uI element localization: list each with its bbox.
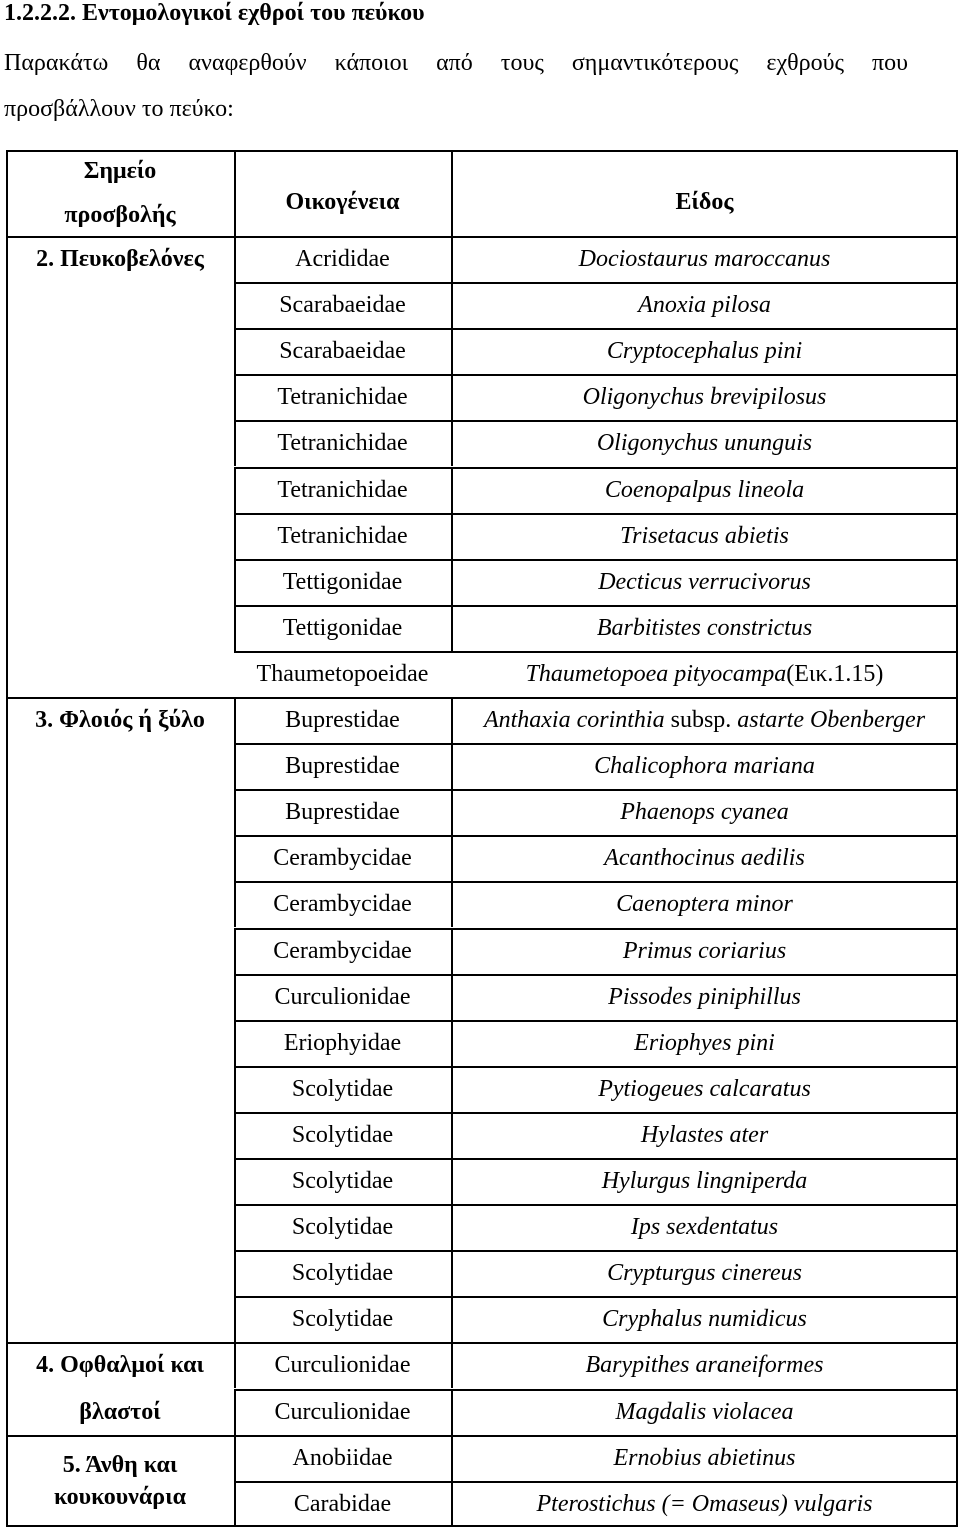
species-suffix: (Εικ.1.15) xyxy=(786,660,884,687)
column-divider xyxy=(451,1020,453,1066)
family-cell: Anobiidae xyxy=(292,1444,393,1471)
header-divider-1 xyxy=(234,150,236,236)
column-divider xyxy=(234,697,236,743)
header-point xyxy=(6,150,234,236)
species-cell xyxy=(451,420,958,466)
family-cell: Cerambycidae xyxy=(273,845,412,872)
species-name: Pissodes piniphillus xyxy=(608,983,801,1010)
family-cell: Tetranichidae xyxy=(277,384,408,411)
row-separator xyxy=(234,420,958,422)
species-cell xyxy=(451,374,958,420)
column-divider xyxy=(234,1389,236,1435)
column-divider xyxy=(234,928,236,974)
column-divider xyxy=(234,374,236,420)
section-separator xyxy=(6,1435,234,1437)
table-left-border xyxy=(6,150,8,1527)
species-name: Cryptocephalus pini xyxy=(606,338,803,365)
row-separator xyxy=(234,1066,958,1068)
species-cell xyxy=(451,236,958,282)
header-point-line-1: Σημείο xyxy=(83,158,157,184)
family-cell: Curculionidae xyxy=(274,1352,411,1379)
intro-line-2: προσβάλλουν το πεύκο: xyxy=(4,96,234,122)
table-bottom-border xyxy=(6,1525,958,1527)
species-cell xyxy=(451,605,958,651)
species-name: Pterostichus (= Omaseus) vulgaris xyxy=(536,1490,873,1517)
family-cell: Cerambycidae xyxy=(273,891,412,918)
row-separator xyxy=(234,697,958,699)
row-separator xyxy=(234,282,958,284)
species-cell xyxy=(451,697,958,743)
row-separator xyxy=(234,1389,958,1391)
column-divider xyxy=(451,328,453,374)
family-cell: Scolytidae xyxy=(291,1260,394,1287)
column-divider xyxy=(234,1020,236,1066)
family-cell: Scolytidae xyxy=(291,1306,394,1333)
column-divider xyxy=(234,881,236,927)
column-divider xyxy=(234,467,236,513)
species-name: Dociostaurus maroccanus xyxy=(578,246,831,273)
species-cell xyxy=(451,974,958,1020)
column-divider xyxy=(451,928,453,974)
row-separator xyxy=(234,1296,958,1298)
species-cell xyxy=(451,1066,958,1112)
column-divider xyxy=(234,1296,236,1342)
section-separator xyxy=(6,697,234,699)
family-cell: Thaumetopoeidae xyxy=(256,660,429,687)
column-divider xyxy=(451,1481,453,1527)
column-divider xyxy=(234,789,236,835)
row-separator xyxy=(234,928,958,930)
header-point-line-2: προσβολής xyxy=(64,202,176,228)
column-divider xyxy=(451,1204,453,1250)
species-name: Hylastes ater xyxy=(640,1121,769,1148)
species-name: Anoxia pilosa xyxy=(638,292,771,319)
column-divider xyxy=(234,1112,236,1158)
column-divider xyxy=(234,328,236,374)
species-rank: subsp. xyxy=(664,707,738,734)
species-cell xyxy=(451,1250,958,1296)
row-separator xyxy=(234,743,958,745)
column-divider xyxy=(451,1296,453,1342)
family-cell: Curculionidae xyxy=(274,983,411,1010)
column-divider xyxy=(234,1066,236,1112)
species-cell xyxy=(451,467,958,513)
species-name: Primus coriarius xyxy=(622,937,787,964)
column-divider xyxy=(451,1342,453,1388)
species-name: Decticus verrucivorus xyxy=(598,568,811,595)
row-separator xyxy=(234,374,958,376)
family-cell: Curculionidae xyxy=(274,1398,411,1425)
family-cell: Tetranichidae xyxy=(277,522,408,549)
row-separator xyxy=(234,1250,958,1252)
section-heading: 1.2.2.2. Εντομολογικοί εχθροί του πεύκου xyxy=(4,0,425,26)
family-cell: Acrididae xyxy=(295,246,390,273)
species-cell xyxy=(451,1435,958,1481)
row-separator xyxy=(234,1112,958,1114)
species-name: Oligonychus brevipilosus xyxy=(582,384,827,411)
species-name: Crypturgus cinereus xyxy=(607,1260,802,1287)
column-divider xyxy=(234,1204,236,1250)
species-cell xyxy=(451,1389,958,1435)
species-cell xyxy=(451,743,958,789)
column-divider xyxy=(451,420,453,466)
column-divider xyxy=(451,374,453,420)
family-cell: Scarabaeidae xyxy=(279,338,406,365)
column-divider xyxy=(451,974,453,1020)
species-name: Thaumetopoea pityocampa xyxy=(525,660,787,687)
species-subspecies: astarte Obenberger xyxy=(737,707,926,734)
species-cell xyxy=(451,513,958,559)
species-cell xyxy=(451,881,958,927)
point-flowers-line-2: κουκουνάρια xyxy=(54,1483,186,1510)
header-divider-2 xyxy=(451,150,453,236)
point-cell-flowers-cones xyxy=(6,1435,234,1527)
row-separator xyxy=(234,1342,958,1344)
species-name: Eriophyes pini xyxy=(634,1029,775,1056)
row-separator xyxy=(234,651,958,653)
table-top-border xyxy=(6,150,958,152)
family-cell: Tetranichidae xyxy=(277,430,408,457)
species-cell xyxy=(451,1204,958,1250)
species-name: Trisetacus abietis xyxy=(620,522,789,549)
column-divider xyxy=(234,605,236,651)
column-divider xyxy=(234,1435,236,1481)
column-divider xyxy=(234,1250,236,1296)
section-separator xyxy=(6,1342,234,1344)
family-cell: Cerambycidae xyxy=(273,937,412,964)
column-divider xyxy=(451,1389,453,1435)
family-cell: Scolytidae xyxy=(291,1168,394,1195)
species-name: Ips sexdentatus xyxy=(630,1214,779,1241)
species-cell xyxy=(451,1158,958,1204)
species-cell xyxy=(451,1020,958,1066)
family-cell: Tettigonidae xyxy=(282,568,403,595)
point-cell: 4. Οφθαλμοί και xyxy=(36,1352,204,1379)
row-separator xyxy=(234,1158,958,1160)
column-divider xyxy=(234,559,236,605)
species-name: Magdalis violacea xyxy=(615,1398,794,1425)
header-family: Οικογένεια xyxy=(285,189,400,215)
column-divider xyxy=(234,236,236,282)
row-separator xyxy=(234,559,958,561)
species-name: Ernobius abietinus xyxy=(613,1444,796,1471)
family-cell: Eriophyidae xyxy=(283,1029,402,1056)
species-cell xyxy=(451,789,958,835)
family-cell: Tetranichidae xyxy=(277,476,408,503)
point-cell: 3. Φλοιός ή ξύλο xyxy=(35,707,205,734)
row-separator xyxy=(234,1020,958,1022)
row-separator xyxy=(234,328,958,330)
family-cell: Scolytidae xyxy=(291,1075,394,1102)
family-cell: Scolytidae xyxy=(291,1121,394,1148)
species-cell xyxy=(451,282,958,328)
row-separator xyxy=(234,1481,958,1483)
column-divider xyxy=(451,1435,453,1481)
row-separator xyxy=(234,467,958,469)
column-divider xyxy=(451,743,453,789)
species-name: Barypithes araneiformes xyxy=(585,1352,824,1379)
column-divider xyxy=(451,835,453,881)
column-divider xyxy=(451,467,453,513)
species-name: Barbitistes constrictus xyxy=(596,614,813,641)
species-cell xyxy=(451,1342,958,1388)
family-cell: Scarabaeidae xyxy=(279,292,406,319)
column-divider xyxy=(451,282,453,328)
row-separator xyxy=(234,881,958,883)
family-cell: Buprestidae xyxy=(285,753,400,780)
column-divider xyxy=(451,1066,453,1112)
species-name: Anthaxia corinthia xyxy=(483,707,665,734)
intro-line-1: Παρακάτω θα αναφερθούν κάποιοι από τους σημαντικότερους εχθρούς που xyxy=(4,50,908,76)
column-divider xyxy=(451,559,453,605)
species-name: Cryphalus numidicus xyxy=(602,1306,807,1333)
table-right-border xyxy=(956,150,958,1527)
species-cell xyxy=(451,1481,958,1527)
point-cell: 2. Πευκοβελόνες xyxy=(36,246,204,273)
species-name: Acanthocinus aedilis xyxy=(604,845,805,872)
column-divider xyxy=(451,1250,453,1296)
row-separator xyxy=(234,605,958,607)
row-separator xyxy=(234,1435,958,1437)
species-name: Hylurgus lingniperda xyxy=(601,1168,808,1195)
column-divider xyxy=(234,1481,236,1527)
point-cell: βλαστοί xyxy=(79,1398,161,1425)
species-cell xyxy=(451,1296,958,1342)
column-divider xyxy=(234,974,236,1020)
species-name: Oligonychus ununguis xyxy=(596,430,813,457)
row-separator xyxy=(234,789,958,791)
column-divider xyxy=(234,513,236,559)
row-separator xyxy=(234,1204,958,1206)
species-cell xyxy=(451,835,958,881)
column-divider xyxy=(451,236,453,282)
species-cell xyxy=(451,1112,958,1158)
species-cell xyxy=(451,928,958,974)
species-name: Caenoptera minor xyxy=(616,891,793,918)
row-separator xyxy=(234,835,958,837)
family-cell: Carabidae xyxy=(293,1490,392,1517)
column-divider xyxy=(234,420,236,466)
column-divider xyxy=(234,282,236,328)
column-divider xyxy=(234,743,236,789)
column-divider xyxy=(451,697,453,743)
species-cell xyxy=(451,559,958,605)
row-separator xyxy=(234,974,958,976)
family-cell: Buprestidae xyxy=(285,707,400,734)
family-cell: Buprestidae xyxy=(285,799,400,826)
family-cell: Tettigonidae xyxy=(282,614,403,641)
column-divider xyxy=(451,513,453,559)
column-divider xyxy=(451,1158,453,1204)
family-cell: Scolytidae xyxy=(291,1214,394,1241)
header-species: Είδος xyxy=(675,189,734,215)
point-flowers-line-1: 5. Άνθη και xyxy=(62,1451,178,1478)
species-name: Coenopalpus lineola xyxy=(604,476,805,503)
column-divider xyxy=(451,1112,453,1158)
species-cell xyxy=(451,651,958,697)
column-divider xyxy=(234,1342,236,1388)
column-divider xyxy=(234,1158,236,1204)
species-name: Chalicophora mariana xyxy=(594,753,815,780)
column-divider xyxy=(451,605,453,651)
species-name: Phaenops cyanea xyxy=(620,799,789,826)
header-bottom-border xyxy=(6,236,958,238)
column-divider xyxy=(451,789,453,835)
column-divider xyxy=(451,881,453,927)
column-divider xyxy=(234,835,236,881)
row-separator xyxy=(234,513,958,515)
species-name: Pytiogeues calcaratus xyxy=(598,1075,811,1102)
species-cell xyxy=(451,328,958,374)
